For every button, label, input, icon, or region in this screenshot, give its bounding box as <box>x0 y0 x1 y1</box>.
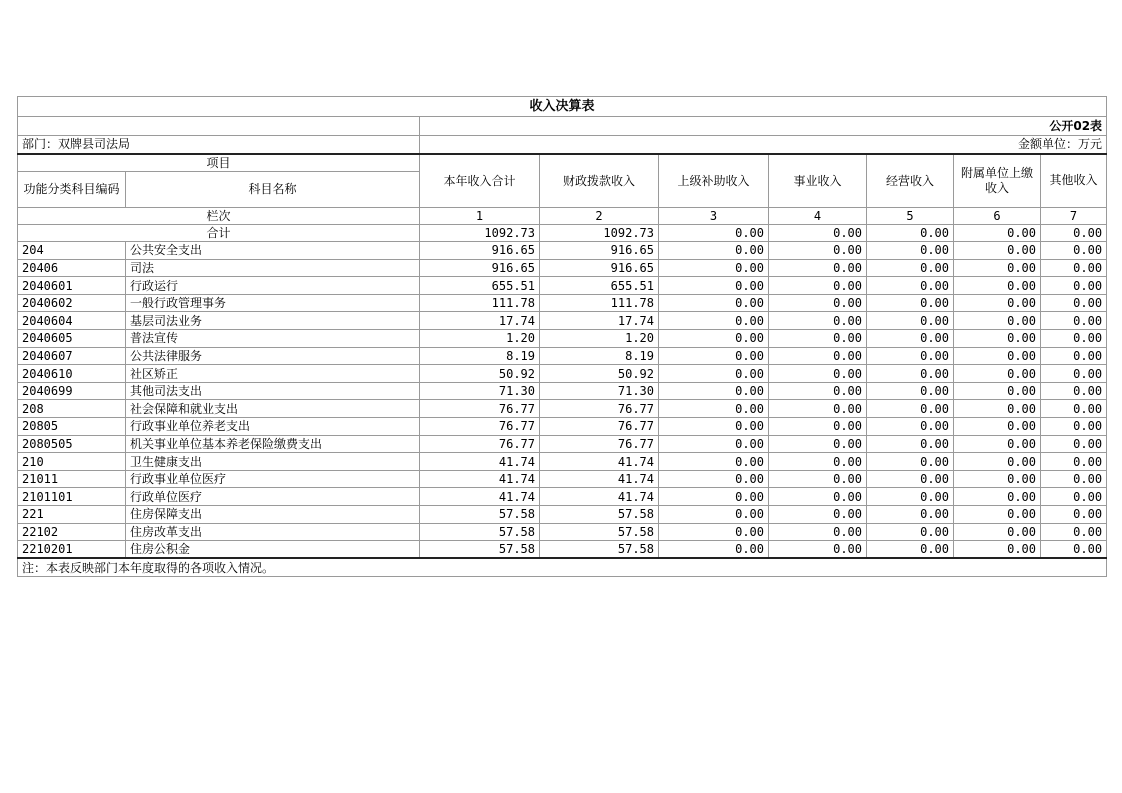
row-value: 76.77 <box>420 435 540 453</box>
row-value: 0.00 <box>769 312 867 330</box>
table-row <box>18 541 1107 559</box>
row-value: 0.00 <box>769 523 867 541</box>
table-code: 公开02表 <box>420 117 1107 136</box>
row-code: 2040601 <box>18 277 126 295</box>
index-cell: 3 <box>659 207 769 224</box>
row-value: 0.00 <box>769 242 867 260</box>
row-value: 71.30 <box>540 382 659 400</box>
table-row <box>18 365 1107 383</box>
row-value: 41.74 <box>420 453 540 471</box>
row-value: 0.00 <box>954 382 1041 400</box>
table-row <box>18 418 1107 436</box>
department-label: 部门：双牌县司法局 <box>18 136 420 154</box>
row-code: 221 <box>18 506 126 524</box>
row-value: 50.92 <box>540 365 659 383</box>
index-label: 栏次 <box>18 207 420 224</box>
row-value: 655.51 <box>420 277 540 295</box>
row-value: 0.00 <box>954 312 1041 330</box>
row-value: 0.00 <box>769 259 867 277</box>
row-value: 0.00 <box>659 400 769 418</box>
row-code: 20805 <box>18 418 126 436</box>
index-cell: 1 <box>420 207 540 224</box>
row-name: 基层司法业务 <box>126 312 420 330</box>
row-value: 916.65 <box>540 242 659 260</box>
row-value: 111.78 <box>420 294 540 312</box>
row-value: 0.00 <box>659 541 769 559</box>
row-value: 0.00 <box>867 541 954 559</box>
row-value: 0.00 <box>1041 242 1107 260</box>
row-value: 8.19 <box>540 347 659 365</box>
row-code: 2040699 <box>18 382 126 400</box>
row-value: 0.00 <box>867 523 954 541</box>
row-value: 916.65 <box>420 259 540 277</box>
row-name: 行政运行 <box>126 277 420 295</box>
row-value: 0.00 <box>954 294 1041 312</box>
row-value: 0.00 <box>954 242 1041 260</box>
row-value: 0.00 <box>1041 470 1107 488</box>
unit-label: 金额单位：万元 <box>420 136 1107 154</box>
row-name: 社区矫正 <box>126 365 420 383</box>
column-header: 事业收入 <box>769 154 867 208</box>
row-value: 0.00 <box>1041 382 1107 400</box>
row-value: 0.00 <box>1041 312 1107 330</box>
index-cell: 5 <box>867 207 954 224</box>
row-value: 76.77 <box>420 400 540 418</box>
row-value: 0.00 <box>659 506 769 524</box>
row-value: 0.00 <box>1041 294 1107 312</box>
row-value: 71.30 <box>420 382 540 400</box>
row-value: 0.00 <box>659 453 769 471</box>
row-value: 0.00 <box>1041 506 1107 524</box>
row-value: 41.74 <box>420 488 540 506</box>
index-cell: 6 <box>954 207 1041 224</box>
row-value: 916.65 <box>540 259 659 277</box>
row-value: 41.74 <box>540 453 659 471</box>
row-value: 76.77 <box>540 418 659 436</box>
row-value: 76.77 <box>540 400 659 418</box>
row-value: 0.00 <box>954 435 1041 453</box>
total-value: 0.00 <box>659 224 769 242</box>
table-row <box>18 259 1107 277</box>
row-value: 57.58 <box>540 523 659 541</box>
row-name: 社会保障和就业支出 <box>126 400 420 418</box>
row-value: 0.00 <box>954 523 1041 541</box>
row-value: 0.00 <box>659 330 769 348</box>
row-value: 57.58 <box>420 506 540 524</box>
row-value: 0.00 <box>1041 330 1107 348</box>
table-row <box>18 294 1107 312</box>
row-code: 2040602 <box>18 294 126 312</box>
row-value: 0.00 <box>659 294 769 312</box>
row-value: 0.00 <box>769 400 867 418</box>
table-row <box>18 453 1107 471</box>
row-name: 住房保障支出 <box>126 506 420 524</box>
row-value: 0.00 <box>867 259 954 277</box>
row-value: 0.00 <box>769 506 867 524</box>
row-name: 公共安全支出 <box>126 242 420 260</box>
table-row <box>18 242 1107 260</box>
table-row <box>18 382 1107 400</box>
row-value: 0.00 <box>1041 418 1107 436</box>
row-value: 0.00 <box>954 400 1041 418</box>
row-value: 0.00 <box>1041 277 1107 295</box>
row-value: 0.00 <box>769 382 867 400</box>
column-header: 附属单位上缴收入 <box>954 154 1041 208</box>
row-code: 22102 <box>18 523 126 541</box>
project-header: 项目 <box>18 154 420 172</box>
table-row <box>18 488 1107 506</box>
row-name: 司法 <box>126 259 420 277</box>
row-value: 0.00 <box>954 453 1041 471</box>
row-name: 行政事业单位养老支出 <box>126 418 420 436</box>
row-value: 8.19 <box>420 347 540 365</box>
row-value: 0.00 <box>867 365 954 383</box>
row-value: 0.00 <box>1041 400 1107 418</box>
table-title: 收入决算表 <box>18 97 1107 117</box>
row-value: 0.00 <box>1041 259 1107 277</box>
row-name: 其他司法支出 <box>126 382 420 400</box>
row-value: 50.92 <box>420 365 540 383</box>
row-name: 机关事业单位基本养老保险缴费支出 <box>126 435 420 453</box>
row-value: 0.00 <box>769 347 867 365</box>
row-value: 0.00 <box>867 470 954 488</box>
row-value: 0.00 <box>659 435 769 453</box>
row-value: 0.00 <box>659 312 769 330</box>
row-name: 行政单位医疗 <box>126 488 420 506</box>
table-row <box>18 523 1107 541</box>
row-value: 1.20 <box>540 330 659 348</box>
row-value: 17.74 <box>420 312 540 330</box>
row-value: 0.00 <box>954 541 1041 559</box>
total-value: 0.00 <box>769 224 867 242</box>
row-value: 0.00 <box>954 470 1041 488</box>
table-row <box>18 277 1107 295</box>
row-code: 2101101 <box>18 488 126 506</box>
row-name: 住房改革支出 <box>126 523 420 541</box>
row-value: 0.00 <box>769 294 867 312</box>
row-name: 卫生健康支出 <box>126 453 420 471</box>
row-value: 0.00 <box>867 488 954 506</box>
row-value: 41.74 <box>540 470 659 488</box>
blank-cell <box>18 117 420 136</box>
row-value: 0.00 <box>867 330 954 348</box>
total-value: 1092.73 <box>540 224 659 242</box>
table-row <box>18 435 1107 453</box>
row-value: 0.00 <box>867 453 954 471</box>
row-value: 0.00 <box>1041 541 1107 559</box>
row-value: 0.00 <box>867 418 954 436</box>
total-value: 0.00 <box>954 224 1041 242</box>
column-header: 上级补助收入 <box>659 154 769 208</box>
row-code: 2040607 <box>18 347 126 365</box>
row-value: 0.00 <box>769 488 867 506</box>
row-code: 208 <box>18 400 126 418</box>
row-value: 57.58 <box>540 541 659 559</box>
row-name: 住房公积金 <box>126 541 420 559</box>
column-header: 经营收入 <box>867 154 954 208</box>
row-value: 0.00 <box>954 347 1041 365</box>
row-value: 57.58 <box>420 541 540 559</box>
row-value: 0.00 <box>954 365 1041 383</box>
row-value: 655.51 <box>540 277 659 295</box>
code-header: 功能分类科目编码 <box>18 171 126 207</box>
row-value: 0.00 <box>659 523 769 541</box>
row-value: 41.74 <box>420 470 540 488</box>
table-row <box>18 312 1107 330</box>
row-value: 0.00 <box>1041 488 1107 506</box>
row-code: 2040605 <box>18 330 126 348</box>
row-value: 0.00 <box>659 418 769 436</box>
row-value: 17.74 <box>540 312 659 330</box>
row-value: 0.00 <box>867 506 954 524</box>
table-note: 注：本表反映部门本年度取得的各项收入情况。 <box>18 558 1107 576</box>
row-value: 0.00 <box>867 347 954 365</box>
row-value: 0.00 <box>769 470 867 488</box>
row-value: 0.00 <box>659 488 769 506</box>
row-code: 2210201 <box>18 541 126 559</box>
row-value: 0.00 <box>867 242 954 260</box>
row-value: 0.00 <box>1041 523 1107 541</box>
row-value: 57.58 <box>540 506 659 524</box>
total-value: 0.00 <box>867 224 954 242</box>
row-value: 0.00 <box>769 541 867 559</box>
row-name: 行政事业单位医疗 <box>126 470 420 488</box>
row-value: 0.00 <box>769 435 867 453</box>
row-value: 0.00 <box>659 347 769 365</box>
row-value: 0.00 <box>1041 435 1107 453</box>
row-value: 0.00 <box>954 506 1041 524</box>
row-value: 0.00 <box>659 470 769 488</box>
row-value: 0.00 <box>769 453 867 471</box>
row-value: 111.78 <box>540 294 659 312</box>
row-code: 2040610 <box>18 365 126 383</box>
total-label: 合计 <box>18 224 420 242</box>
row-value: 0.00 <box>954 330 1041 348</box>
total-value: 0.00 <box>1041 224 1107 242</box>
name-header: 科目名称 <box>126 171 420 207</box>
row-code: 21011 <box>18 470 126 488</box>
row-value: 0.00 <box>954 259 1041 277</box>
row-value: 0.00 <box>659 242 769 260</box>
row-value: 0.00 <box>954 418 1041 436</box>
row-name: 一般行政管理事务 <box>126 294 420 312</box>
row-value: 0.00 <box>867 294 954 312</box>
row-value: 0.00 <box>867 277 954 295</box>
row-value: 0.00 <box>1041 453 1107 471</box>
row-value: 916.65 <box>420 242 540 260</box>
row-value: 0.00 <box>954 277 1041 295</box>
row-value: 57.58 <box>420 523 540 541</box>
table-row <box>18 470 1107 488</box>
row-value: 41.74 <box>540 488 659 506</box>
row-value: 0.00 <box>1041 347 1107 365</box>
column-header: 本年收入合计 <box>420 154 540 208</box>
row-value: 0.00 <box>867 435 954 453</box>
index-cell: 7 <box>1041 207 1107 224</box>
row-value: 0.00 <box>769 418 867 436</box>
row-code: 204 <box>18 242 126 260</box>
row-value: 76.77 <box>540 435 659 453</box>
table-row <box>18 347 1107 365</box>
total-value: 1092.73 <box>420 224 540 242</box>
row-value: 0.00 <box>769 330 867 348</box>
row-value: 0.00 <box>659 365 769 383</box>
row-value: 76.77 <box>420 418 540 436</box>
row-value: 0.00 <box>659 259 769 277</box>
row-value: 0.00 <box>954 488 1041 506</box>
row-value: 0.00 <box>867 382 954 400</box>
row-code: 2080505 <box>18 435 126 453</box>
table-row <box>18 506 1107 524</box>
row-code: 2040604 <box>18 312 126 330</box>
row-code: 210 <box>18 453 126 471</box>
row-code: 20406 <box>18 259 126 277</box>
row-value: 1.20 <box>420 330 540 348</box>
column-header: 其他收入 <box>1041 154 1107 208</box>
row-value: 0.00 <box>659 382 769 400</box>
row-value: 0.00 <box>769 277 867 295</box>
row-value: 0.00 <box>1041 365 1107 383</box>
table-row <box>18 330 1107 348</box>
row-value: 0.00 <box>659 277 769 295</box>
income-statement-table <box>17 96 1107 577</box>
index-cell: 4 <box>769 207 867 224</box>
row-value: 0.00 <box>769 365 867 383</box>
table-row <box>18 400 1107 418</box>
row-name: 公共法律服务 <box>126 347 420 365</box>
index-cell: 2 <box>540 207 659 224</box>
row-value: 0.00 <box>867 312 954 330</box>
row-value: 0.00 <box>867 400 954 418</box>
column-header: 财政拨款收入 <box>540 154 659 208</box>
row-name: 普法宣传 <box>126 330 420 348</box>
